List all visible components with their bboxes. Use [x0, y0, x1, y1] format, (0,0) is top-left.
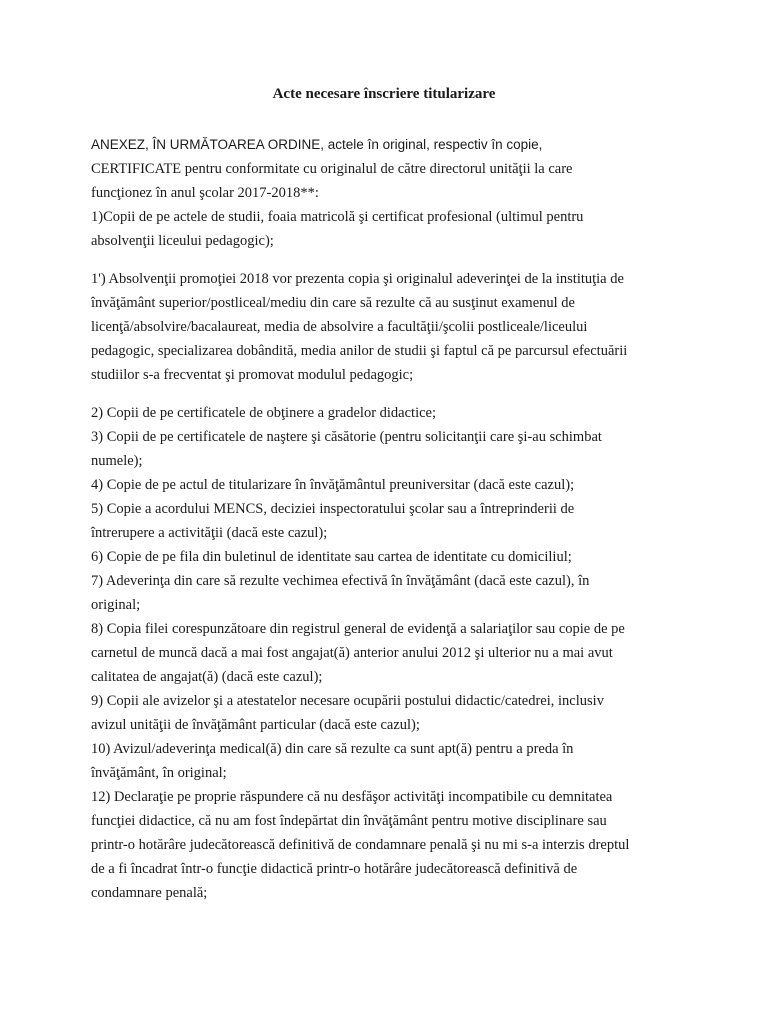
text-line: calitatea de angajat(ă) (dacă este cazul);	[91, 669, 323, 685]
text-line: licenţă/absolvire/bacalaureat, media de absolvire a facultăţii/şcolii postliceale/liceului	[91, 319, 588, 335]
text-line: funcţiei didactice, că nu am fost îndepărtat din învăţământ pentru motive disciplinare sau	[91, 813, 607, 829]
text-line: printr-o hotărâre judecătorească definitivă de condamnare penală şi nu mi s-a interzis dreptul	[91, 837, 630, 853]
text-line: 2) Copii de pe certificatele de obţinere a gradelor didactice;	[91, 405, 437, 421]
text-line: 6) Copie de pe fila din buletinul de identitate sau cartea de identitate cu domiciliul;	[91, 549, 572, 565]
text-line: 5) Copie a acordului MENCS, deciziei inspectoratului şcolar sau a întreprinderii de	[91, 501, 575, 517]
paragraph	[91, 267, 691, 387]
text-line: 7) Adeverinţa din care să rezulte vechimea efectivă în învăţământ (dacă este cazul), în	[91, 573, 590, 589]
text-line: 1)Copii de pe actele de studii, foaia matricolă şi certificat profesional (ultimul pentru	[91, 209, 584, 225]
text-line: 8) Copia filei corespunzătoare din registrul general de evidenţă a salariaţilor sau copie de pe	[91, 621, 625, 637]
text-line: CERTIFICATE pentru conformitate cu originalul de către directorul unităţii la care	[91, 161, 573, 177]
text-line: funcţionez în anul şcolar 2017-2018**:	[91, 185, 319, 201]
text-line: 12) Declaraţie pe proprie răspundere că nu desfăşor activităţi incompatibile cu demnitatea	[91, 789, 613, 805]
text-line: studiilor s-a frecventat şi promovat modulul pedagogic;	[91, 367, 414, 383]
text-line: absolvenţii liceului pedagogic);	[91, 233, 274, 249]
text-line: pedagogic, specializarea dobândită, media anilor de studii şi faptul că pe parcursul efectuării	[91, 343, 628, 359]
text-line: carnetul de muncă dacă a mai fost angajat(ă) anterior anului 2012 şi ulterior nu a mai avut	[91, 645, 613, 661]
text-line: numele);	[91, 453, 143, 469]
text-line: 3) Copii de pe certificatele de naştere şi căsătorie (pentru solicitanţii care şi-au schimbat	[91, 429, 602, 445]
text-line: ANEXEZ, ÎN URMĂTOAREA ORDINE, actele în original, respectiv în copie,	[91, 137, 543, 152]
text-line: 4) Copie de pe actul de titularizare în învăţământul preuniversitar (dacă este cazul);	[91, 477, 575, 493]
paragraph	[91, 133, 691, 253]
text-line: 10) Avizul/adeverinţa medical(ă) din care să rezulte ca sunt apt(ă) pentru a preda în	[91, 741, 574, 757]
text-line: de a fi încadrat într-o funcţie didactică printr-o hotărâre judecătorească definitivă de	[91, 861, 578, 877]
text-line: original;	[91, 597, 141, 613]
text-line: învăţământ superior/postliceal/mediu din care să rezulte că au susţinut examenul de	[91, 295, 575, 311]
paragraph	[91, 401, 691, 905]
text-line: întrerupere a activităţii (dacă este cazul);	[91, 525, 328, 541]
text-line: 9) Copii ale avizelor şi a atestatelor necesare ocupării postului didactic/catedrei, inclusiv	[91, 693, 604, 709]
text-line: 1') Absolvenţii promoţiei 2018 vor prezenta copia şi originalul adeverinţei de la instituţia de	[91, 271, 624, 287]
text-line: avizul unităţii de învăţământ particular (dacă este cazul);	[91, 717, 420, 733]
document-title: Acte necesare înscriere titularizare	[272, 86, 496, 102]
text-line: învăţământ, în original;	[91, 765, 227, 781]
document-body	[91, 133, 691, 905]
text-line: condamnare penală;	[91, 885, 208, 901]
